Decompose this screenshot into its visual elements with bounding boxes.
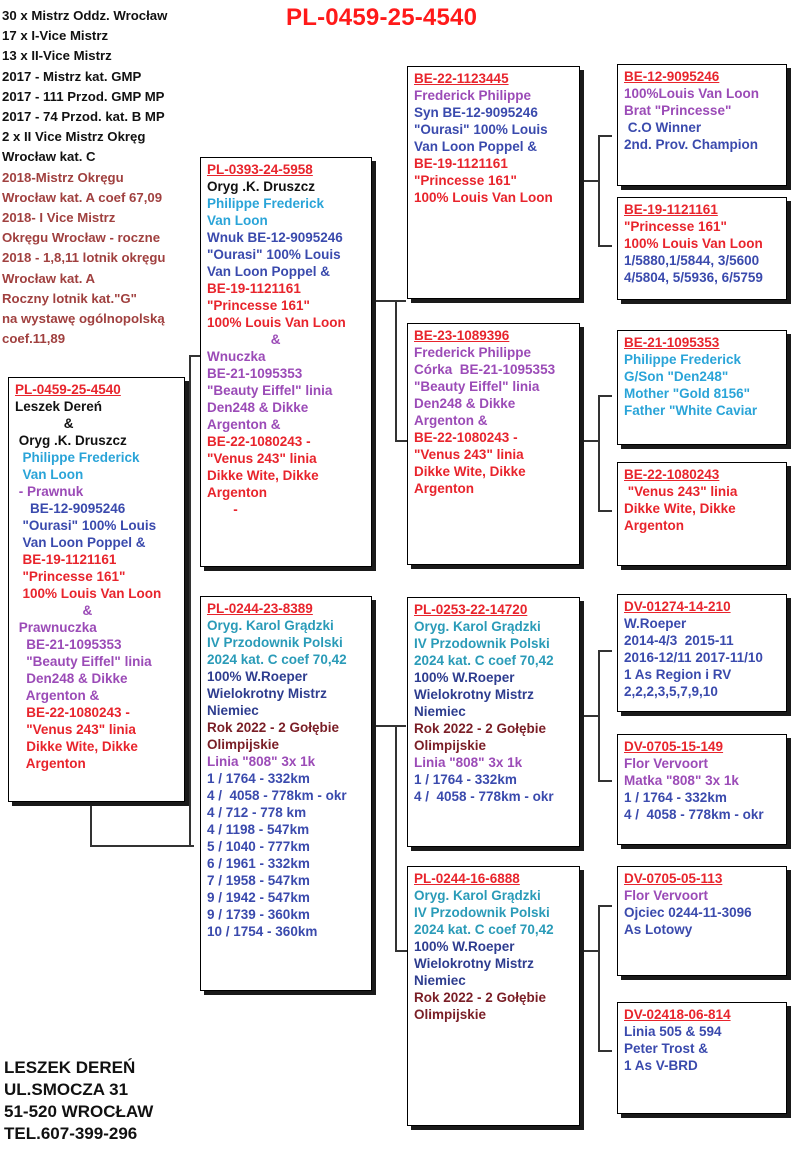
pedigree-line: Oryg. Karol Grądzki [207, 618, 334, 633]
achievements-list [2, 6, 212, 349]
pedigree-line: G/Son "Den248" [624, 369, 729, 384]
achievement-line: 2017 - Mistrz kat. GMP [2, 68, 142, 84]
connector-line [395, 950, 407, 952]
pedigree-line: IV Przodownik Polski [414, 636, 550, 651]
pedigree-line: Linia 505 & 594 [624, 1024, 722, 1039]
pedigree-line: IV Przodownik Polski [207, 635, 343, 650]
sire-box [200, 157, 372, 567]
contact-city: 51-520 WROCŁAW [4, 1102, 154, 1121]
pedigree-line: Prawnuczka [15, 620, 97, 635]
pedigree-line: As Lotowy [624, 922, 693, 937]
pedigree-line: 2nd. Prov. Champion [624, 137, 759, 152]
pedigree-line: & [15, 603, 93, 618]
pedigree-line: Argenton [207, 485, 267, 500]
dd-box [407, 866, 580, 1126]
pedigree-line: Niemiec [414, 704, 466, 719]
pedigree-line: Van Loon Poppel & [207, 264, 331, 279]
achievement-line: 2018- I Vice Mistrz [2, 210, 116, 226]
dss-box [617, 594, 787, 712]
ring-number: DV-0705-15-149 [624, 739, 724, 754]
pedigree-line: 4 / 4058 - 778km - okr [624, 807, 764, 822]
connector-line [580, 950, 600, 952]
connector-line [580, 440, 600, 442]
pedigree-line: Van Loon Poppel & [15, 535, 146, 550]
connector-line [372, 725, 406, 727]
pedigree-line: Olimpijskie [207, 737, 280, 752]
achievement-line: Roczny lotnik kat."G" [2, 290, 137, 306]
pedigree-line: C.O Winner [624, 120, 702, 135]
pedigree-line: Flor Vervoort [624, 888, 709, 903]
connector-line [598, 135, 612, 137]
pedigree-line: Olimpijskie [414, 738, 487, 753]
pedigree-line: BE-21-1095353 [15, 637, 122, 652]
ddd-box [617, 1002, 787, 1114]
connector-line [90, 845, 194, 847]
pedigree-line: Linia "808" 3x 1k [414, 755, 523, 770]
pedigree-line: 100%Louis Van Loon [624, 86, 760, 101]
pedigree-line: 2024 kat. C coef 70,42 [207, 652, 347, 667]
pedigree-line: Wielokrotny Mistrz [207, 686, 327, 701]
pedigree-line: Wnuk BE-12-9095246 [207, 230, 343, 245]
pedigree-line: BE-22-1080243 - [207, 434, 311, 449]
sss-box [617, 64, 787, 186]
pedigree-line: "Princesse 161" [624, 219, 727, 234]
connector-line [598, 905, 612, 907]
pedigree-line: Wnuczka [207, 349, 266, 364]
achievement-line: Wrocław kat. A coef 67,09 [2, 189, 163, 205]
ring-number: BE-22-1123445 [414, 71, 509, 86]
connector-line [580, 180, 600, 182]
pedigree-line: 2016-12/11 2017-11/10 [624, 650, 763, 665]
pedigree-line: Oryg .K. Druszcz [207, 179, 316, 194]
pedigree-line: - Prawnuk [15, 484, 84, 499]
pedigree-line: 1 As Region i RV [624, 667, 732, 682]
pedigree-line: Dikke Wite, Dikke [15, 739, 138, 754]
pedigree-line: BE-19-1121161 [414, 156, 508, 171]
pedigree-line: Wielokrotny Mistrz [414, 956, 534, 971]
achievement-line: 2017 - 74 Przod. kat. B MP [2, 109, 165, 125]
pedigree-line: Niemiec [207, 703, 259, 718]
pedigree-line: Van Loon Poppel & [414, 139, 538, 154]
achievement-line: 2 x II Vice Mistrz Okręg [2, 129, 146, 145]
pedigree-line: 100% Louis Van Loon [414, 190, 553, 205]
pedigree-line: Oryg. Karol Grądzki [414, 888, 541, 903]
pedigree-line: 5 / 1040 - 777km [207, 839, 310, 854]
pedigree-line: "Princesse 161" [207, 298, 310, 313]
connector-line [598, 135, 600, 245]
achievement-line: 2017 - 111 Przod. GMP MP [2, 88, 165, 104]
achievement-line: 2018 - 1,8,11 lotnik okręgu [2, 250, 166, 266]
contact-block [4, 1057, 153, 1145]
ring-number: BE-23-1089396 [414, 328, 510, 343]
pedigree-line: Niemiec [414, 973, 466, 988]
pedigree-line: "Venus 243" linia [15, 722, 136, 737]
connector-line [90, 802, 92, 846]
pedigree-line: 100% W.Roeper [207, 669, 308, 684]
pedigree-line: 100% W.Roeper [414, 670, 515, 685]
pedigree-line: 6 / 1961 - 332km [207, 856, 310, 871]
pedigree-line: 10 / 1754 - 360km [207, 924, 318, 939]
pedigree-line: Argenton [414, 481, 474, 496]
pedigree-line: Argenton [624, 518, 684, 533]
connector-line [598, 510, 612, 512]
connector-line [598, 395, 612, 397]
ring-number: BE-21-1095353 [624, 335, 720, 350]
ring-number: PL-0244-16-6888 [414, 871, 520, 886]
pedigree-line: Frederick Philippe [414, 345, 532, 360]
pedigree-line: "Ourasi" 100% Louis [15, 518, 157, 533]
pedigree-line: Dikke Wite, Dikke [414, 464, 526, 479]
ring-number: PL-0393-24-5958 [207, 162, 313, 177]
pedigree-line: Matka "808" 3x 1k [624, 773, 739, 788]
pedigree-line: 2024 kat. C coef 70,42 [414, 653, 554, 668]
pedigree-line: 1 / 1764 - 332km [624, 790, 727, 805]
pedigree-line: "Ourasi" 100% Louis [414, 122, 548, 137]
pedigree-line: Philippe Frederick [624, 352, 742, 367]
achievement-line: Wrocław kat. A [2, 270, 96, 286]
pedigree-line: Argenton [15, 756, 86, 771]
pedigree-line: 9 / 1942 - 547km [207, 890, 310, 905]
pedigree-line: 4 / 1198 - 547km [207, 822, 310, 837]
contact-street: UL.SMOCZA 31 [4, 1080, 129, 1099]
ring-number: PL-0253-22-14720 [414, 602, 528, 617]
pedigree-line: Van Loon [15, 467, 84, 482]
pedigree-line: 2,2,2,3,5,7,9,10 [624, 684, 718, 699]
pedigree-line: Peter Trost & [624, 1041, 709, 1056]
connector-line [189, 355, 191, 847]
pedigree-line: Ojciec 0244-11-3096 [624, 905, 752, 920]
sds-box [617, 330, 787, 445]
connector-line [395, 725, 397, 950]
pedigree-line: 1 / 1764 - 332km [414, 772, 517, 787]
connector-line [598, 780, 612, 782]
pedigree-line: BE-22-1080243 - [15, 705, 130, 720]
achievement-line: coef.11,89 [2, 331, 66, 347]
ring-number: DV-02418-06-814 [624, 1007, 731, 1022]
pedigree-line: Dikke Wite, Dikke [624, 501, 736, 516]
pedigree-line: Rok 2022 - 2 Gołębie [414, 721, 547, 736]
pedigree-line: "Princesse 161" [15, 569, 126, 584]
pedigree-line: Oryg. Karol Grądzki [414, 619, 541, 634]
pedigree-line: 100% W.Roeper [414, 939, 515, 954]
pedigree-line: 4 / 4058 - 778km - okr [414, 789, 554, 804]
pedigree-line: BE-19-1121161 [15, 552, 117, 567]
sd-box [407, 323, 580, 565]
contact-name: LESZEK DEREŃ [4, 1058, 136, 1077]
ss-box [407, 66, 580, 299]
pedigree-line: Dikke Wite, Dikke [207, 468, 319, 483]
pedigree-line: IV Przodownik Polski [414, 905, 550, 920]
dam-box [200, 596, 372, 991]
ring-number: BE-19-1121161 [624, 202, 718, 217]
pedigree-line: Den248 & Dikke [15, 671, 128, 686]
pedigree-line: "Ourasi" 100% Louis [207, 247, 341, 262]
pedigree-line: Van Loon [207, 213, 268, 228]
connector-line [598, 1050, 612, 1052]
pedigree-line: 100% Louis Van Loon [207, 315, 346, 330]
ring-number: DV-01274-14-210 [624, 599, 731, 614]
pedigree-line: Flor Vervoort [624, 756, 709, 771]
achievement-line: Okręgu Wrocław - roczne [2, 230, 161, 246]
achievement-line: 30 x Mistrz Oddz. Wrocław [2, 8, 168, 23]
pedigree-line: Rok 2022 - 2 Gołębie [414, 990, 547, 1005]
pedigree-line: Olimpijskie [414, 1007, 487, 1022]
ring-number: BE-12-9095246 [624, 69, 720, 84]
connector-line [598, 650, 600, 780]
connector-line [598, 395, 600, 510]
pedigree-line: 1/5880,1/5844, 3/5600 [624, 253, 760, 268]
pedigree-line: 100% Louis Van Loon [624, 236, 763, 251]
pedigree-line: Den248 & Dikke [414, 396, 516, 411]
contact-phone: TEL.607-399-296 [4, 1124, 138, 1143]
pedigree-line: 4 / 712 - 778 km [207, 805, 307, 820]
pedigree-line: Mother "Gold 8156" [624, 386, 751, 401]
connector-line [395, 440, 407, 442]
ring-number: BE-22-1080243 [624, 467, 720, 482]
ring-number: DV-0705-05-113 [624, 871, 723, 886]
pedigree-line: 4/5804, 5/5936, 6/5759 [624, 270, 763, 285]
pedigree-line: 100% Louis Van Loon [15, 586, 162, 601]
pedigree-line: "Venus 243" linia [624, 484, 738, 499]
connector-line [598, 650, 612, 652]
achievement-line: Wrocław kat. C [2, 149, 96, 165]
pedigree-line: Philippe Frederick [207, 196, 325, 211]
dds-box [617, 866, 787, 976]
pedigree-line: "Beauty Eiffel" linia [207, 383, 333, 398]
pedigree-line: Den248 & Dikke [207, 400, 309, 415]
ds-box [407, 597, 580, 847]
pedigree-line: Rok 2022 - 2 Gołębie [207, 720, 340, 735]
pedigree-line: 1 / 1764 - 332km [207, 771, 310, 786]
connector-line [372, 300, 406, 302]
pedigree-line: Linia "808" 3x 1k [207, 754, 316, 769]
dsd-box [617, 734, 787, 845]
pedigree-line: 2014-4/3 2015-11 [624, 633, 734, 648]
achievement-line: 13 x II-Vice Mistrz [2, 48, 112, 64]
pedigree-line: "Beauty Eiffel" linia [15, 654, 152, 669]
page-title: PL-0459-25-4540 [286, 4, 478, 31]
pedigree-line: 2024 kat. C coef 70,42 [414, 922, 554, 937]
ssd-box [617, 197, 787, 300]
pedigree-line: & [15, 416, 74, 431]
pedigree-line: Córka BE-21-1095353 [414, 362, 556, 377]
pedigree-line: BE-22-1080243 - [414, 430, 518, 445]
pedigree-line: & [207, 332, 281, 347]
pedigree-line: Frederick Philippe [414, 88, 532, 103]
pedigree-line: W.Roeper [624, 616, 687, 631]
pedigree-line: Leszek Dereń [15, 399, 103, 414]
achievement-line: 17 x I-Vice Mistrz [2, 28, 109, 44]
ring-number: PL-0459-25-4540 [15, 382, 121, 397]
pedigree-line: Argenton & [207, 417, 281, 432]
pedigree-line: "Princesse 161" [414, 173, 517, 188]
pedigree-line: Argenton & [15, 688, 100, 703]
pedigree-line: Philippe Frederick [15, 450, 140, 465]
pedigree-line: - [207, 502, 238, 517]
pedigree-line: Syn BE-12-9095246 [414, 105, 538, 120]
pedigree-line: Wielokrotny Mistrz [414, 687, 534, 702]
connector-line [598, 905, 600, 1050]
pedigree-line: BE-21-1095353 [207, 366, 303, 381]
pedigree-line: Father "White Caviar [624, 403, 758, 418]
achievement-line: 2018-Mistrz Okręgu [2, 169, 124, 185]
pedigree-line: Oryg .K. Druszcz [15, 433, 127, 448]
pedigree-line: Argenton & [414, 413, 488, 428]
pedigree-line: BE-19-1121161 [207, 281, 301, 296]
subject-box [8, 377, 185, 802]
ring-number: PL-0244-23-8389 [207, 601, 313, 616]
connector-line [598, 245, 612, 247]
pedigree-line: "Beauty Eiffel" linia [414, 379, 540, 394]
connector-line [395, 300, 397, 440]
pedigree-line: 9 / 1739 - 360km [207, 907, 310, 922]
pedigree-line: 7 / 1958 - 547km [207, 873, 310, 888]
pedigree-line: Brat "Princesse" [624, 103, 732, 118]
pedigree-line: "Venus 243" linia [414, 447, 524, 462]
pedigree-line: "Venus 243" linia [207, 451, 317, 466]
sdd-box [617, 462, 787, 566]
achievement-line: na wystawę ogólnopolską [2, 311, 165, 327]
pedigree-line: 4 / 4058 - 778km - okr [207, 788, 347, 803]
connector-line [580, 715, 600, 717]
pedigree-line: 1 As V-BRD [624, 1058, 698, 1073]
pedigree-line: BE-12-9095246 [15, 501, 126, 516]
